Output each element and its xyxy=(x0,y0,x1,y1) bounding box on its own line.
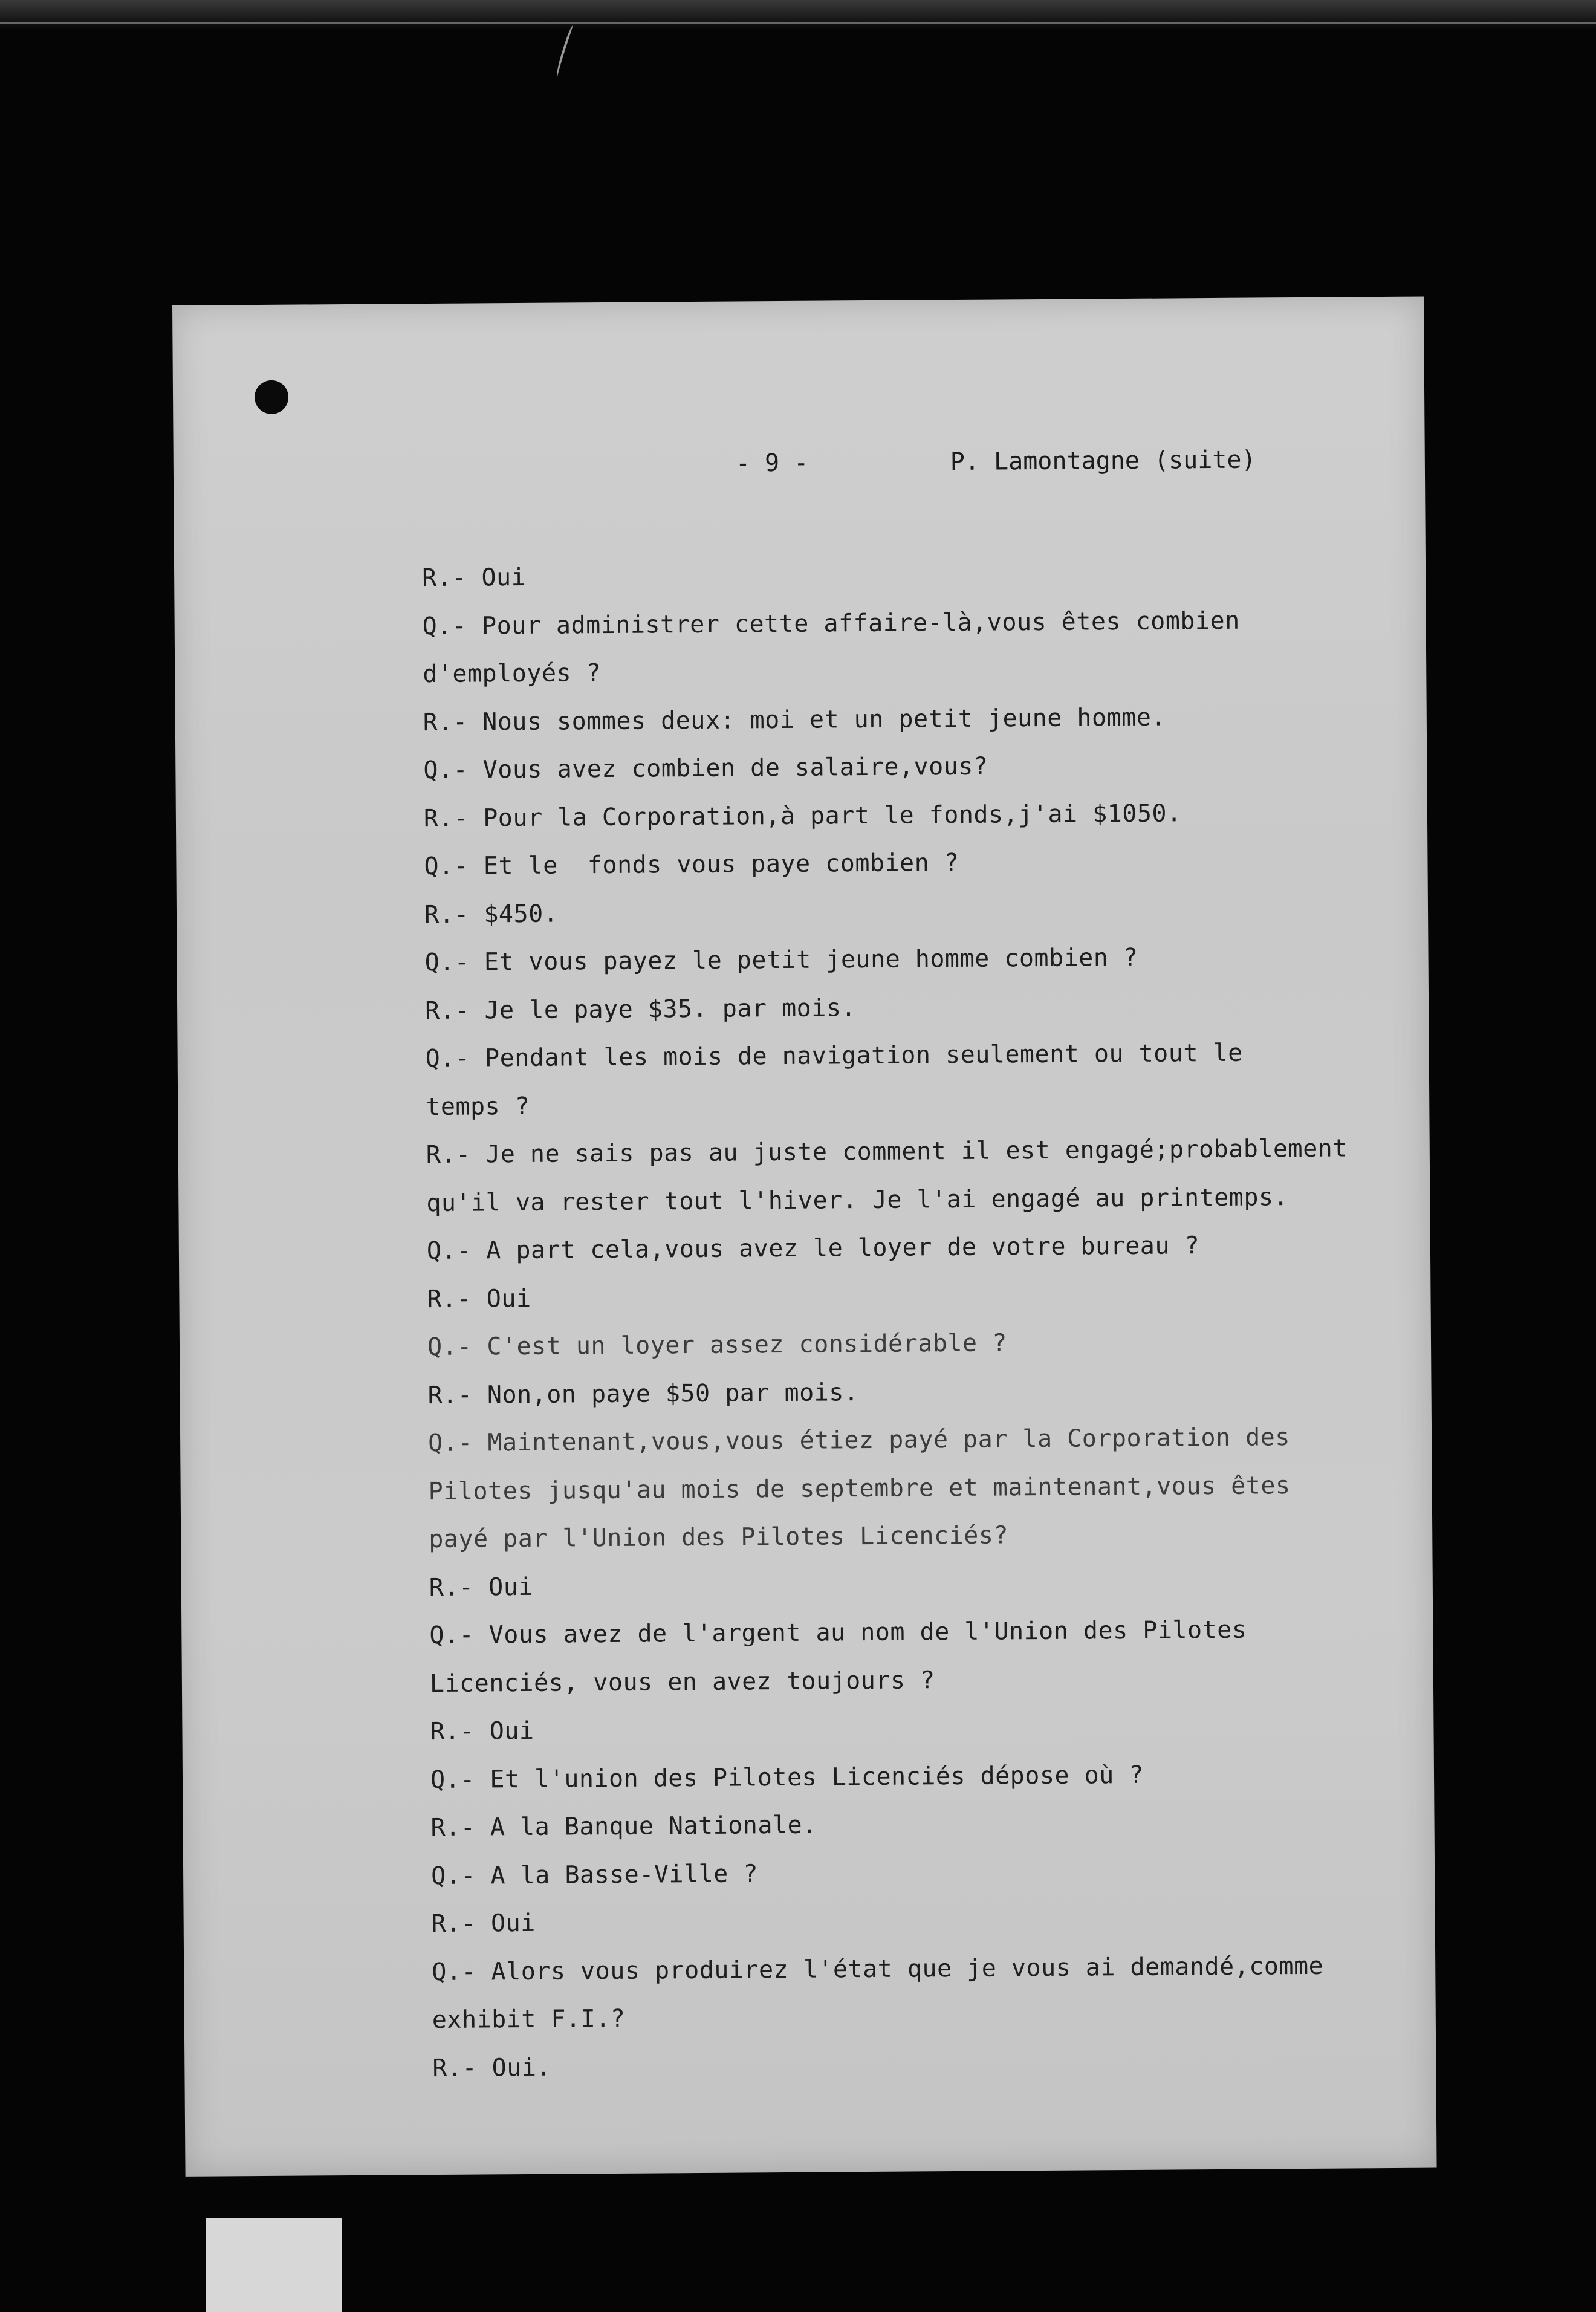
transcript-line: Q.- Pour administrer cette affaire-là,vous êtes combien xyxy=(422,606,1240,640)
film-edge-strip xyxy=(0,0,1596,30)
transcript-line: Q.- Alors vous produirez l'état que je vous ai demandé,comme xyxy=(432,1952,1324,1986)
transcript-line: R.- A la Banque Nationale. xyxy=(430,1811,817,1842)
running-head: P. Lamontagne (suite) xyxy=(950,446,1256,476)
film-frame-tab xyxy=(206,2218,342,2312)
transcript-line: R.- Pour la Corporation,à part le fonds,j'ai $1050. xyxy=(423,799,1182,833)
transcript-line: R.- Je le paye $35. par mois. xyxy=(424,993,857,1025)
transcript-line: Q.- Vous avez combien de salaire,vous? xyxy=(423,752,988,785)
transcript-line: Q.- Pendant les mois de navigation seulement ou tout le xyxy=(425,1039,1243,1073)
transcript-line: Q.- A part cela,vous avez le loyer de votre bureau ? xyxy=(426,1232,1200,1265)
transcript-line: qu'il va rester tout l'hiver. Je l'ai engagé au printemps. xyxy=(426,1183,1289,1217)
transcript-line: R.- $450. xyxy=(424,900,559,929)
transcript-line: Q.- Vous avez de l'argent au nom de l'Union des Pilotes xyxy=(429,1615,1247,1650)
page-header xyxy=(174,445,1425,490)
film-scratch xyxy=(554,25,576,79)
transcript-line: R.- Oui xyxy=(429,1573,534,1602)
transcript-line: exhibit F.I.? xyxy=(432,2004,626,2034)
transcript-line: d'employés ? xyxy=(423,659,602,689)
transcript-line: Q.- C'est un loyer assez considérable ? xyxy=(427,1329,1007,1362)
transcript-line: R.- Non,on paye $50 par mois. xyxy=(427,1378,859,1409)
transcript-line: R.- Oui xyxy=(430,1716,534,1746)
transcript-line: Q.- Et l'union des Pilotes Licenciés dépose où ? xyxy=(430,1761,1144,1794)
transcript-line: Q.- Maintenant,vous,vous étiez payé par la Corporation des xyxy=(427,1423,1291,1458)
transcript-line: R.- Nous sommes deux: moi et un petit jeune homme. xyxy=(423,703,1167,736)
transcript-body xyxy=(422,548,1376,2093)
punch-hole xyxy=(255,380,288,414)
page-number: - 9 - xyxy=(735,449,809,478)
document-page xyxy=(172,297,1437,2177)
transcript-line: payé par l'Union des Pilotes Licenciés? xyxy=(429,1521,1009,1554)
transcript-line: R.- Oui. xyxy=(432,2053,552,2082)
transcript-line: R.- Oui xyxy=(431,1909,536,1938)
film-edge-line xyxy=(0,22,1596,24)
transcript-line: Pilotes jusqu'au mois de septembre et maintenant,vous êtes xyxy=(428,1471,1291,1505)
transcript-line: Q.- Et le fonds vous paye combien ? xyxy=(424,848,959,881)
transcript-line: R.- Oui xyxy=(421,563,527,593)
transcript-line: R.- Je ne sais pas au juste comment il est engagé;probablement xyxy=(426,1134,1348,1169)
transcript-line: temps ? xyxy=(426,1092,530,1121)
transcript-line: Licenciés, vous en avez toujours ? xyxy=(429,1666,935,1698)
transcript-line: Q.- Et vous payez le petit jeune homme combien ? xyxy=(424,943,1138,977)
transcript-line: R.- Oui xyxy=(427,1284,531,1313)
transcript-line: Q.- A la Basse-Ville ? xyxy=(430,1859,759,1890)
